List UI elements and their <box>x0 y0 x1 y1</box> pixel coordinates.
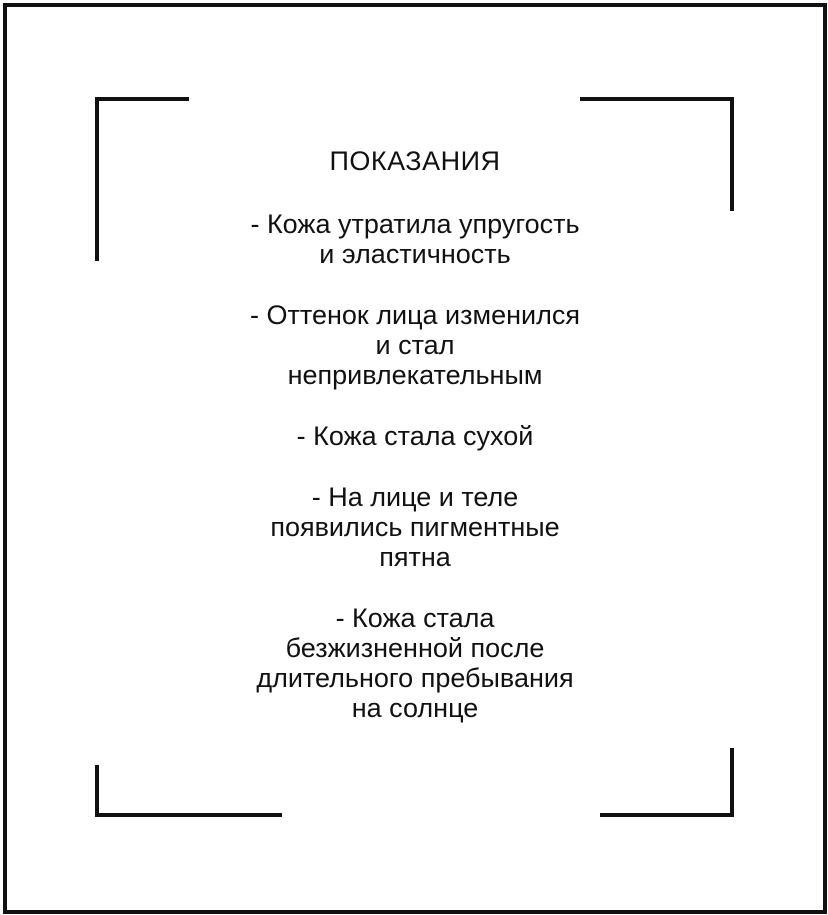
list-item <box>190 482 640 572</box>
list-item-line: - Кожа стала сухой <box>296 421 534 451</box>
list-item-line: пятна <box>379 542 451 572</box>
list-item-line: и эластичность <box>319 239 511 269</box>
corner-bracket-bottom-right <box>600 748 734 817</box>
corner-bracket-top-left <box>95 97 189 261</box>
list-item-line: безжизненной после <box>285 633 545 663</box>
list-item <box>190 300 640 390</box>
list-item-line: - Кожа стала <box>335 603 495 633</box>
list-item-line: - На лице и теле <box>311 482 519 512</box>
indications-content <box>190 146 640 723</box>
page-title: ПОКАЗАНИЯ <box>329 146 501 176</box>
list-item <box>190 603 640 723</box>
list-item-line: длительного пребывания <box>256 663 574 693</box>
list-item-line: появились пигментные <box>270 512 560 542</box>
list-item-line: - Оттенок лица изменился <box>250 300 580 330</box>
list-item-line: - Кожа утратила упругость <box>250 209 580 239</box>
list-item-line: и стал <box>375 330 455 360</box>
corner-bracket-bottom-left <box>95 765 282 817</box>
list-item-line: на солнце <box>351 693 479 723</box>
list-item <box>190 209 640 269</box>
list-item-line: непривлекательным <box>287 360 543 390</box>
list-item <box>190 421 640 451</box>
